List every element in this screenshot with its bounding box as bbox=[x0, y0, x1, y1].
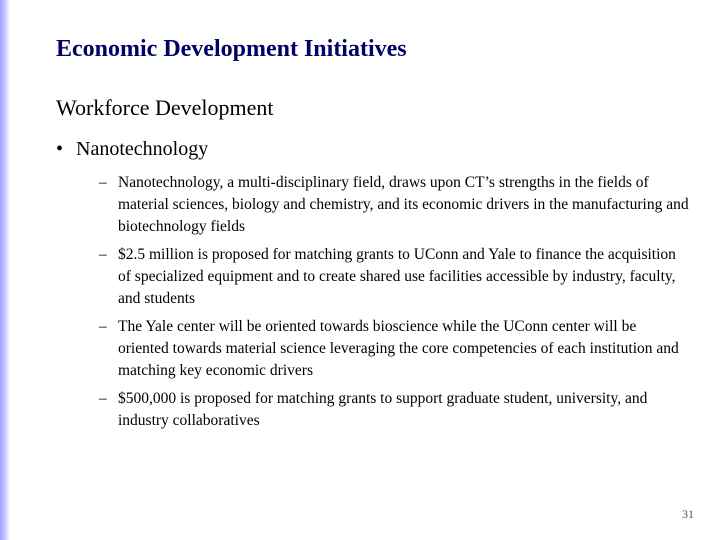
dash-icon: – bbox=[99, 318, 107, 335]
topic-bullet bbox=[56, 138, 208, 161]
sub-point-text: The Yale center will be oriented towards bioscience while the UConn center will be oriented towards material science leveraging the core competencies of each institution and matching key economic drivers bbox=[118, 318, 679, 379]
dash-icon: – bbox=[99, 174, 107, 191]
slide-title: Economic Development Initiatives bbox=[56, 36, 407, 62]
sub-point-list bbox=[99, 172, 689, 438]
dash-icon: – bbox=[99, 390, 107, 407]
dash-icon: – bbox=[99, 246, 107, 263]
left-accent-bar bbox=[0, 0, 10, 540]
section-heading: Workforce Development bbox=[56, 95, 274, 120]
bullet-icon: • bbox=[56, 138, 64, 160]
topic-label: Nanotechnology bbox=[76, 138, 209, 160]
page-number: 31 bbox=[682, 507, 694, 521]
sub-point bbox=[99, 244, 689, 310]
sub-point-text: Nanotechnology, a multi-disciplinary field, draws upon CT’s strengths in the fields of material sciences, biology and chemistry, and its economic drivers in the manufacturing and biotechnology fields bbox=[118, 174, 689, 235]
sub-point bbox=[99, 316, 689, 382]
sub-point bbox=[99, 388, 689, 432]
sub-point-text: $500,000 is proposed for matching grants to support graduate student, university, and industry collaboratives bbox=[118, 390, 648, 429]
sub-point bbox=[99, 172, 689, 238]
sub-point-text: $2.5 million is proposed for matching grants to UConn and Yale to finance the acquisition of specialized equipment and to create shared use facilities accessible by industry, faculty, and students bbox=[118, 246, 676, 307]
